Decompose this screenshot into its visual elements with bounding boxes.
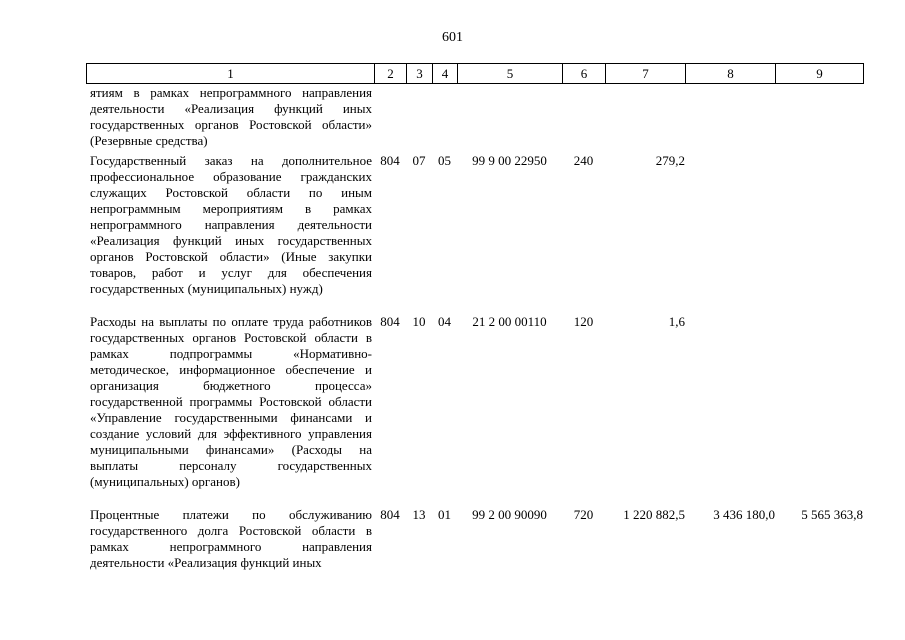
row-description: Государственный заказ на дополнительное профессиональное образование гражданских служащих Ростовской области по иным непрограммным мероприятиям в рамках непрограммного направления деятельности «Реализация функций иных государственных органов Ростовской области» (Иные закупки товаров, работ и услуг для обеспечения государственных (муниципальных) нужд) [90, 153, 372, 296]
table-row [86, 314, 866, 507]
column-header-4: 4 [433, 64, 458, 84]
column-header-7: 7 [606, 64, 686, 84]
row-subsection-code: 05 [438, 153, 451, 168]
column-header-1: 1 [87, 64, 375, 84]
column-header-8: 8 [686, 64, 776, 84]
column-header-9: 9 [776, 64, 864, 84]
row-target-article: 21 2 00 00110 [472, 314, 547, 329]
column-header-table [86, 63, 864, 84]
row-subsection-code: 01 [438, 507, 451, 522]
row-ministry-code: 804 [380, 507, 400, 522]
row-description: Расходы на выплаты по оплате труда работников государственных органов Ростовской области в рамках подпрограммы «Нормативно-методическое, информационное обеспечение и организация бюджетного процесса» государственной программы Ростовской области «Управление государственными финансами и создание условий для эффективного управления муниципальными финансами» (Расходы на выплаты персоналу государственных (муниципальных) органов) [90, 314, 372, 489]
page-number: 601 [442, 30, 463, 45]
row-section-code: 13 [412, 507, 426, 522]
row-target-article: 99 2 00 90090 [472, 507, 547, 522]
row-target-article: 99 9 00 22950 [472, 153, 547, 168]
table-row [86, 153, 866, 314]
row-amount-col9: 5 565 363,8 [801, 507, 863, 522]
row-ministry-code: 804 [380, 153, 400, 168]
row-expense-type: 720 [573, 507, 594, 522]
row-amount-col8: 3 436 180,0 [713, 507, 775, 522]
column-header-6: 6 [563, 64, 606, 84]
column-header-5: 5 [458, 64, 563, 84]
row-description: ятиям в рамках непрограммного направления деятельности «Реализация функций иных государственных органов Ростовской области» (Резервные средства) [90, 85, 372, 148]
column-header-row [87, 64, 864, 84]
row-subsection-code: 04 [438, 314, 451, 329]
table-body [86, 85, 866, 575]
row-description: Процентные платежи по обслуживанию государственного долга Ростовской области в рамках непрограммного направления деятельности «Реализация функций иных [90, 507, 372, 570]
column-header-2: 2 [375, 64, 407, 84]
row-expense-type: 120 [573, 314, 594, 329]
row-amount-col7: 279,2 [655, 153, 685, 168]
row-expense-type: 240 [573, 153, 594, 168]
table-row [86, 507, 866, 575]
row-ministry-code: 804 [380, 314, 400, 329]
row-amount-col7: 1,6 [668, 314, 685, 329]
row-section-code: 07 [412, 153, 426, 168]
row-amount-col7: 1 220 882,5 [623, 507, 685, 522]
column-header-3: 3 [407, 64, 433, 84]
row-section-code: 10 [412, 314, 426, 329]
table-row [86, 85, 866, 153]
